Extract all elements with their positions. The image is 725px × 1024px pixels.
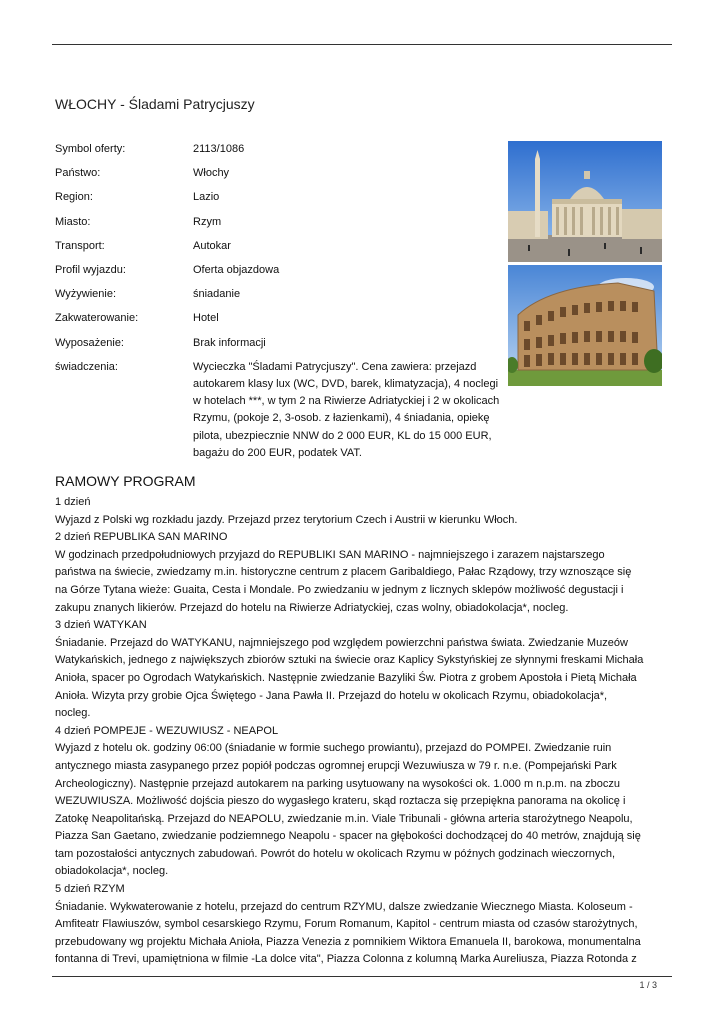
detail-value: Oferta objazdowa: [193, 263, 280, 276]
detail-label: Wyposażenie:: [55, 336, 124, 349]
detail-value: Włochy: [193, 167, 230, 180]
day-description: Wyjazd z Polski wg rozkładu jazdy. Przejazd przez terytorium Czech i Austrii w kierunku Włoch.: [55, 513, 518, 526]
detail-row: [55, 239, 503, 263]
detail-label: Symbol oferty:: [55, 143, 126, 155]
detail-row: [55, 190, 503, 214]
day-title: 3 dzień WATYKAN: [55, 619, 147, 632]
detail-value: Rzym: [193, 215, 222, 228]
top-rule: [52, 44, 672, 45]
detail-label: Zakwaterowanie:: [55, 312, 139, 325]
detail-label: świadczenia:: [55, 360, 118, 373]
detail-value: Hotel: [193, 312, 219, 325]
day-description: W godzinach przedpołudniowych przyjazd do REPUBLIKI SAN MARINO - najmniejszego i zarazem najstarszego państwa na świecie, zwiedzamy m.in. historyczne centrum z placem Garibaldiego, Pałac Rządowy, trzy wznoszące się na Górze Tytana wieże: Guaita, Cesta i Mondale. Po zwiedzaniu w jednym z licznych sklepów możliwość degustacji i zakupu znanych likierów. Przejazd do hotelu na Riwierze Adriatyckiej, czas wolny, obiadokolacja*, nocleg.: [55, 548, 632, 614]
bottom-rule: [52, 976, 672, 977]
detail-value: śniadanie: [193, 288, 241, 301]
program-section: [55, 472, 645, 969]
detail-label: Państwo:: [55, 167, 101, 180]
detail-label: Wyżywienie:: [55, 288, 117, 301]
detail-row: [55, 336, 503, 360]
detail-row: [55, 166, 503, 190]
detail-value: Brak informacji: [193, 336, 266, 349]
offer-details: [55, 142, 503, 462]
detail-value: Autokar: [193, 239, 231, 252]
detail-label: Profil wyjazdu:: [55, 263, 126, 276]
page-number: 1 / 3: [639, 980, 657, 990]
colosseum-photo: [508, 265, 662, 386]
detail-row: [55, 215, 503, 239]
st-peters-square-photo: [508, 141, 662, 262]
day-title: 2 dzień REPUBLIKA SAN MARINO: [55, 531, 228, 544]
detail-row: [55, 311, 503, 335]
detail-row: [55, 360, 503, 462]
day-description: Śniadanie. Wykwaterowanie z hotelu, przejazd do centrum RZYMU, dalsze zwiedzanie Wiecznego Miasta. Koloseum - Amfiteatr Flawiuszów, symbol cesarskiego Rzymu, Forum Romanum, Kapitol - centrum miasta od czasów starożytnych, przebudowany wg projektu Michała Anioła, Piazza Venezia z pomnikiem Wiktora Emanuela II, barokowa, monumentalna fontanna di Trevi, upamiętniona w filmie -La dolce vita", Piazza Colonna z kolumną Marka Aureliusza, Piazza Rotonda z: [55, 900, 641, 966]
detail-value: 2113/1086: [193, 143, 245, 155]
day-title: 4 dzień POMPEJE - WEZUWIUSZ - NEAPOL: [55, 724, 279, 737]
detail-value: Wycieczka "Śladami Patrycjuszy". Cena zawiera: przejazd autokarem klasy lux (WC, DVD, barek, klimatyzacja), 4 noclegi w hotelach ***, w tym 2 na Riwierze Adriatyckiej i 2 w okolicach Rzymu, (pokoje 2, 3-osob. z łazienkami), 4 śniadania, opiekę pilota, ubezpiecznie NNW do 2 000 EUR, KL do 15 000 EUR, bagażu do 200 EUR, podatek VAT.: [193, 360, 500, 459]
photo-column: [508, 141, 662, 389]
detail-label: Region:: [55, 191, 93, 204]
day-title: 1 dzień: [55, 496, 91, 508]
day-description: Śniadanie. Przejazd do WATYKANU, najmniejszego pod względem powierzchni państwa świata. Zwiedzanie Muzeów Watykańskich, jednego z największych zbiorów sztuki na świecie oraz Kaplicy Sykstyńskiej ze słynnymi freskami Michała Anioła, spacer po Ogrodach Watykańskich. Następnie zwiedzanie Bazyliki Św. Piotra z grobem Apostoła i Pietą Michała Anioła. Wizyta przy grobie Ojca Świętego - Jana Pawła II. Przejazd do hotelu w okolicach Rzymu, obiadokolacja*, nocleg.: [55, 636, 644, 720]
detail-value: Lazio: [193, 191, 220, 204]
detail-row: [55, 263, 503, 287]
program-heading: RAMOWY PROGRAM: [55, 473, 196, 489]
page-title: WŁOCHY - Śladami Patrycjuszy: [55, 96, 255, 112]
detail-label: Transport:: [55, 239, 105, 252]
detail-row: [55, 287, 503, 311]
day-description: Wyjazd z hotelu ok. godziny 06:00 (śniadanie w formie suchego prowiantu), przejazd do POMPEI. Zwiedzanie ruin antycznego miasta zasypanego przez popiół podczas ogromnej erupcji Wezuwiusza w 79 r. n.e. (Pompejański Park Archeologiczny). Następnie przejazd autokarem na parking usytuowany na wysokości ok. 1.000 m n.p.m. na zboczu WEZUWIUSZA. Możliwość dojścia pieszo do wygasłego krateru, skąd roztacza się przepiękna panorama na okolicę i Zatokę Neapolitańską. Przejazd do NEAPOLU, zwiedzanie m.in. Viale Tribunali - główna arteria starożytnego Neapolu, Piazza San Gaetano, zwiedzanie podziemnego Neapolu - spacer na głębokości dochodzącej do 40 metrów, znajdują się tam pozostałości antycznych zabudowań. Powrót do hotelu w okolicach Rzymu w późnych godzinach wieczornych, obiadokolacja*, nocleg.: [55, 742, 641, 878]
detail-label: Miasto:: [55, 215, 91, 228]
day-title: 5 dzień RZYM: [55, 883, 125, 896]
detail-row: [55, 142, 503, 166]
